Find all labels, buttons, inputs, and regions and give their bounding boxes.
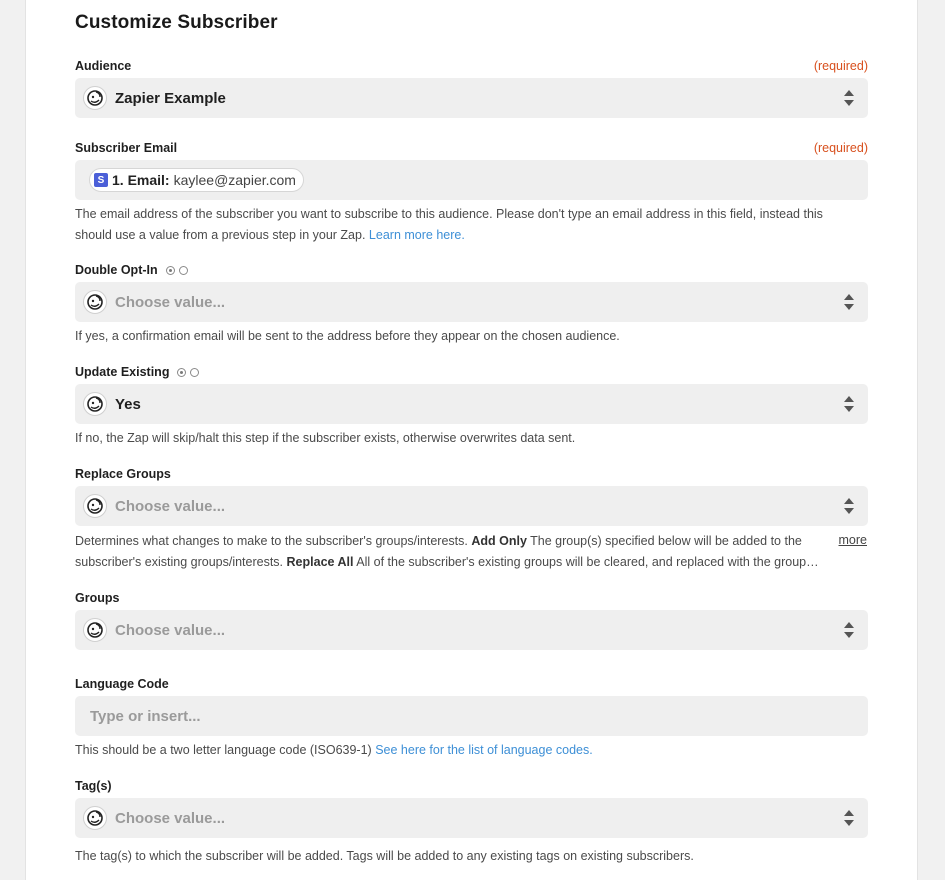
email-label [75,141,177,155]
tags-label-text: Tag(s) [75,779,112,793]
groups-label [75,591,119,605]
audience-label [75,59,131,73]
audience-select[interactable] [75,78,868,118]
replace-groups-help [75,531,825,573]
replace-groups-replace-all: Replace All [286,555,354,569]
language-code-help [75,740,835,761]
update-existing-select[interactable] [75,384,868,424]
tags-help: The tag(s) to which the subscriber will be added. Tags will be added to any existing tags on existing subscribers. [75,849,694,863]
groups-label-text: Groups [75,591,120,605]
radio-unselected-icon[interactable] [190,368,199,377]
pill-step-label: 1. Email: [112,172,170,188]
mailchimp-icon [83,618,107,642]
radio-selected-icon[interactable] [177,368,186,377]
double-opt-in-select[interactable] [75,282,868,322]
language-codes-link[interactable]: See here for the list of language codes. [375,743,593,757]
email-help-text: The email address of the subscriber you want to subscribe to this audience. Please don't type an email address in this field, instead this should use a value from a previous step in your Zap. [75,207,823,242]
tags-label [75,779,112,793]
radio-selected-icon[interactable] [166,266,175,275]
stepper-icon [844,498,854,514]
mailchimp-icon [83,392,107,416]
double-opt-in-placeholder: Choose value... [115,293,226,311]
update-existing-value: Yes [115,395,141,413]
update-existing-label-text: Update Existing [75,365,170,379]
double-opt-in-help: If yes, a confirmation email will be sent to the address before they appear on the chosen audience. [75,329,620,343]
update-existing-mode-toggle[interactable] [177,368,199,377]
tags-select[interactable] [75,798,868,838]
stepper-icon [844,294,854,310]
groups-select[interactable] [75,610,868,650]
audience-required: (required) [813,59,868,73]
language-code-label-text: Language Code [75,677,169,691]
stepper-icon [844,810,854,826]
mailchimp-icon [83,806,107,830]
language-code-placeholder: Type or insert... [90,707,201,725]
audience-value: Zapier Example [115,89,226,107]
replace-groups-more-link[interactable]: more [838,533,867,547]
email-required: (required) [813,141,868,155]
replace-groups-label-text: Replace Groups [75,467,171,481]
email-help [75,204,835,246]
stepper-icon [844,622,854,638]
mailchimp-icon [83,494,107,518]
stepper-icon [844,396,854,412]
audience-label-text: Audience [75,59,132,73]
update-existing-label [75,365,199,379]
double-opt-in-label-text: Double Opt-In [75,263,158,277]
tags-placeholder: Choose value... [115,809,226,827]
replace-groups-add-only: Add Only [471,534,527,548]
step-app-icon: S [94,173,108,187]
language-code-help-text: This should be a two letter language code (ISO639-1) [75,743,372,757]
replace-groups-select[interactable] [75,486,868,526]
pill-value: kaylee@zapier.com [173,172,296,188]
email-label-text: Subscriber Email [75,141,178,155]
replace-groups-help-3: All of the subscriber's existing groups will be cleared, and replaced with the group… [356,555,819,569]
radio-unselected-icon[interactable] [179,266,188,275]
groups-placeholder: Choose value... [115,621,226,639]
double-opt-in-label [75,263,188,277]
email-field[interactable] [75,160,868,200]
mailchimp-icon [83,86,107,110]
replace-groups-label [75,467,171,481]
stepper-icon [844,90,854,106]
language-code-label [75,677,169,691]
double-opt-in-mode-toggle[interactable] [166,266,188,275]
replace-groups-help-2: The group(s) specified below will be added to the subscriber's existing groups/interests. [75,534,802,569]
email-learn-more-link[interactable]: Learn more here. [368,228,465,242]
language-code-input[interactable] [75,696,868,736]
replace-groups-placeholder: Choose value... [115,497,226,515]
replace-groups-help-1: Determines what changes to make to the subscriber's groups/interests. [75,534,468,548]
mailchimp-icon [83,290,107,314]
update-existing-help: If no, the Zap will skip/halt this step if the subscriber exists, otherwise overwrites data sent. [75,431,576,445]
page-title: Customize Subscriber [75,12,278,33]
email-mapped-pill[interactable] [89,168,304,192]
